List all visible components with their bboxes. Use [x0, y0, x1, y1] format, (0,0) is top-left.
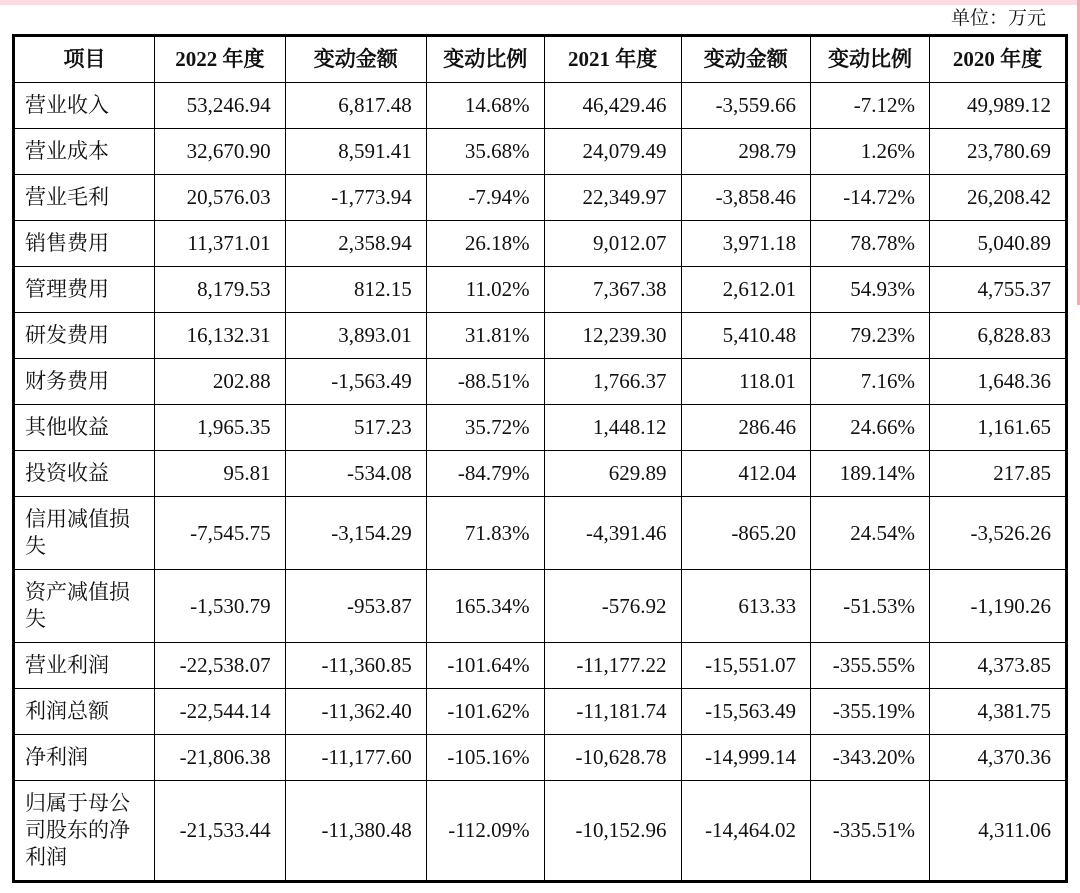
- value-cell: 3,971.18: [681, 221, 811, 267]
- value-cell: 24.54%: [811, 497, 930, 570]
- value-cell: -11,177.22: [544, 643, 681, 689]
- value-cell: 8,179.53: [155, 267, 286, 313]
- table-row: [14, 405, 1067, 451]
- value-cell: 35.72%: [426, 405, 544, 451]
- value-cell: 7,367.38: [544, 267, 681, 313]
- value-cell: -865.20: [681, 497, 811, 570]
- value-cell: -7,545.75: [155, 497, 286, 570]
- table-row: [14, 689, 1067, 735]
- value-cell: -15,551.07: [681, 643, 811, 689]
- value-cell: -88.51%: [426, 359, 544, 405]
- value-cell: 1,161.65: [930, 405, 1067, 451]
- value-cell: 217.85: [930, 451, 1067, 497]
- value-cell: 23,780.69: [930, 129, 1067, 175]
- column-header: 项目: [14, 36, 155, 83]
- item-label: 利润总额: [14, 689, 155, 735]
- value-cell: 53,246.94: [155, 83, 286, 129]
- value-cell: 12,239.30: [544, 313, 681, 359]
- item-label: 销售费用: [14, 221, 155, 267]
- value-cell: 629.89: [544, 451, 681, 497]
- value-cell: 78.78%: [811, 221, 930, 267]
- table-row: [14, 643, 1067, 689]
- value-cell: 11,371.01: [155, 221, 286, 267]
- value-cell: 118.01: [681, 359, 811, 405]
- value-cell: 46,429.46: [544, 83, 681, 129]
- table-row: [14, 359, 1067, 405]
- value-cell: 26.18%: [426, 221, 544, 267]
- value-cell: 95.81: [155, 451, 286, 497]
- value-cell: -355.19%: [811, 689, 930, 735]
- value-cell: 22,349.97: [544, 175, 681, 221]
- column-header: 变动金额: [681, 36, 811, 83]
- value-cell: 4,381.75: [930, 689, 1067, 735]
- value-cell: -22,544.14: [155, 689, 286, 735]
- value-cell: 812.15: [285, 267, 426, 313]
- item-label: 其他收益: [14, 405, 155, 451]
- value-cell: 54.93%: [811, 267, 930, 313]
- value-cell: 3,893.01: [285, 313, 426, 359]
- value-cell: 1.26%: [811, 129, 930, 175]
- value-cell: -3,559.66: [681, 83, 811, 129]
- value-cell: -14,999.14: [681, 735, 811, 781]
- value-cell: 4,373.85: [930, 643, 1067, 689]
- value-cell: 1,766.37: [544, 359, 681, 405]
- value-cell: 24,079.49: [544, 129, 681, 175]
- value-cell: 613.33: [681, 570, 811, 643]
- value-cell: -3,858.46: [681, 175, 811, 221]
- table-row: [14, 129, 1067, 175]
- value-cell: 4,755.37: [930, 267, 1067, 313]
- column-header: 2020 年度: [930, 36, 1067, 83]
- column-header: 变动金额: [285, 36, 426, 83]
- value-cell: 49,989.12: [930, 83, 1067, 129]
- item-label: 财务费用: [14, 359, 155, 405]
- column-header: 变动比例: [811, 36, 930, 83]
- value-cell: -105.16%: [426, 735, 544, 781]
- value-cell: -953.87: [285, 570, 426, 643]
- value-cell: -112.09%: [426, 781, 544, 882]
- item-label: 投资收益: [14, 451, 155, 497]
- table-header-row: [14, 36, 1067, 83]
- value-cell: 4,370.36: [930, 735, 1067, 781]
- table-row: [14, 735, 1067, 781]
- value-cell: -14,464.02: [681, 781, 811, 882]
- value-cell: -21,806.38: [155, 735, 286, 781]
- column-header: 2021 年度: [544, 36, 681, 83]
- value-cell: -21,533.44: [155, 781, 286, 882]
- table-row: [14, 267, 1067, 313]
- item-label: 归属于母公司股东的净利润: [14, 781, 155, 882]
- financial-comparison-table: [12, 34, 1068, 883]
- value-cell: 412.04: [681, 451, 811, 497]
- table-row: [14, 451, 1067, 497]
- value-cell: -11,177.60: [285, 735, 426, 781]
- value-cell: 8,591.41: [285, 129, 426, 175]
- value-cell: 24.66%: [811, 405, 930, 451]
- item-label: 信用减值损失: [14, 497, 155, 570]
- value-cell: 189.14%: [811, 451, 930, 497]
- unit-label: 单位：万元: [950, 8, 1046, 29]
- table-row: [14, 781, 1067, 882]
- value-cell: -1,563.49: [285, 359, 426, 405]
- value-cell: -14.72%: [811, 175, 930, 221]
- column-header: 变动比例: [426, 36, 544, 83]
- item-label: 营业利润: [14, 643, 155, 689]
- value-cell: -11,380.48: [285, 781, 426, 882]
- value-cell: 517.23: [285, 405, 426, 451]
- value-cell: 5,040.89: [930, 221, 1067, 267]
- value-cell: 5,410.48: [681, 313, 811, 359]
- value-cell: -11,362.40: [285, 689, 426, 735]
- value-cell: 31.81%: [426, 313, 544, 359]
- value-cell: 1,448.12: [544, 405, 681, 451]
- value-cell: -355.55%: [811, 643, 930, 689]
- value-cell: -3,526.26: [930, 497, 1067, 570]
- value-cell: -1,190.26: [930, 570, 1067, 643]
- value-cell: -1,773.94: [285, 175, 426, 221]
- value-cell: -10,152.96: [544, 781, 681, 882]
- table-row: [14, 221, 1067, 267]
- value-cell: 71.83%: [426, 497, 544, 570]
- value-cell: 1,965.35: [155, 405, 286, 451]
- value-cell: 4,311.06: [930, 781, 1067, 882]
- value-cell: 1,648.36: [930, 359, 1067, 405]
- value-cell: 298.79: [681, 129, 811, 175]
- value-cell: -11,360.85: [285, 643, 426, 689]
- value-cell: -101.62%: [426, 689, 544, 735]
- value-cell: -534.08: [285, 451, 426, 497]
- value-cell: 202.88: [155, 359, 286, 405]
- value-cell: -10,628.78: [544, 735, 681, 781]
- value-cell: -3,154.29: [285, 497, 426, 570]
- value-cell: -7.12%: [811, 83, 930, 129]
- value-cell: 32,670.90: [155, 129, 286, 175]
- value-cell: -1,530.79: [155, 570, 286, 643]
- value-cell: -22,538.07: [155, 643, 286, 689]
- value-cell: 9,012.07: [544, 221, 681, 267]
- top-edge-artifact: [0, 0, 1080, 5]
- item-label: 营业收入: [14, 83, 155, 129]
- value-cell: 26,208.42: [930, 175, 1067, 221]
- table-row: [14, 497, 1067, 570]
- table-row: [14, 570, 1067, 643]
- value-cell: 35.68%: [426, 129, 544, 175]
- value-cell: 79.23%: [811, 313, 930, 359]
- value-cell: 286.46: [681, 405, 811, 451]
- item-label: 管理费用: [14, 267, 155, 313]
- value-cell: 11.02%: [426, 267, 544, 313]
- value-cell: 16,132.31: [155, 313, 286, 359]
- table-row: [14, 83, 1067, 129]
- value-cell: -101.64%: [426, 643, 544, 689]
- value-cell: 6,828.83: [930, 313, 1067, 359]
- table-row: [14, 175, 1067, 221]
- item-label: 净利润: [14, 735, 155, 781]
- value-cell: 165.34%: [426, 570, 544, 643]
- value-cell: -4,391.46: [544, 497, 681, 570]
- value-cell: -343.20%: [811, 735, 930, 781]
- value-cell: -7.94%: [426, 175, 544, 221]
- column-header: 2022 年度: [155, 36, 286, 83]
- value-cell: -335.51%: [811, 781, 930, 882]
- item-label: 营业毛利: [14, 175, 155, 221]
- value-cell: 2,358.94: [285, 221, 426, 267]
- value-cell: 6,817.48: [285, 83, 426, 129]
- value-cell: 7.16%: [811, 359, 930, 405]
- value-cell: -51.53%: [811, 570, 930, 643]
- value-cell: 14.68%: [426, 83, 544, 129]
- value-cell: 20,576.03: [155, 175, 286, 221]
- value-cell: -15,563.49: [681, 689, 811, 735]
- value-cell: -11,181.74: [544, 689, 681, 735]
- item-label: 资产减值损失: [14, 570, 155, 643]
- table-row: [14, 313, 1067, 359]
- item-label: 营业成本: [14, 129, 155, 175]
- value-cell: 2,612.01: [681, 267, 811, 313]
- value-cell: -576.92: [544, 570, 681, 643]
- item-label: 研发费用: [14, 313, 155, 359]
- value-cell: -84.79%: [426, 451, 544, 497]
